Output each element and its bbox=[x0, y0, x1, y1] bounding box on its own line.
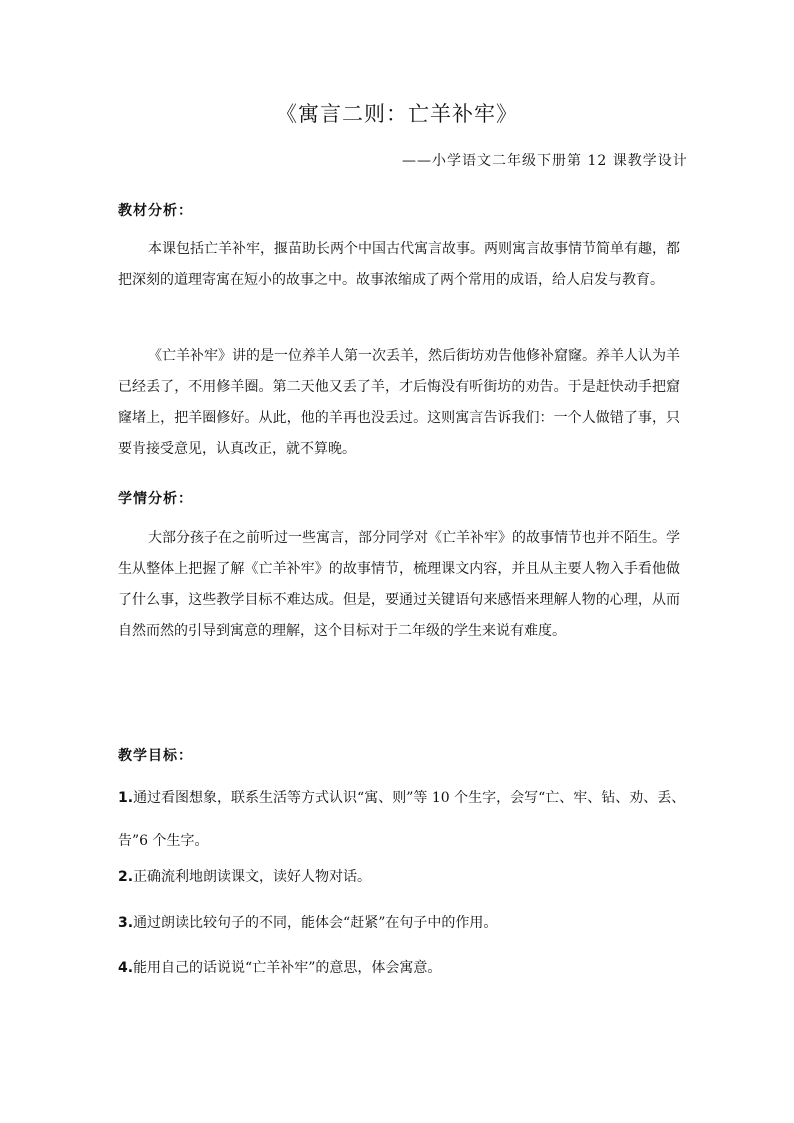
goal-text: 正确流利地朗读课文，读好人物对话。 bbox=[133, 869, 372, 885]
goal-number: 3. bbox=[118, 915, 134, 931]
goal-number: 4. bbox=[118, 960, 134, 976]
goal-number: 2. bbox=[118, 869, 134, 885]
goal-text: 能用自己的话说说“亡羊补牢”的意思，体会寓意。 bbox=[133, 960, 442, 976]
teaching-goals-heading: 教学目标： bbox=[118, 748, 193, 764]
teaching-goal-item bbox=[118, 856, 688, 899]
textbook-analysis-paragraph-2: 《亡羊补牢》讲的是一位养羊人第一次丢羊，然后街坊劝告他修补窟窿。养羊人认为羊已经丢了，不用修羊圈。第二天他又丢了羊，才后悔没有听街坊的劝告。于是赶快动手把窟窿堵上，把羊圈修好。从此，他的羊再也没丢过。这则寓言告诉我们：一个人做错了事，只要肯接受意见，认真改正，就不算晚。 bbox=[118, 348, 680, 457]
teaching-goal-item bbox=[118, 947, 688, 990]
goal-number: 1. bbox=[118, 790, 134, 806]
textbook-analysis-paragraph-1: 本课包括亡羊补牢，揠苗助长两个中国古代寓言故事。两则寓言故事情节简单有趣，都把深刻的道理寄寓在短小的故事之中。故事浓缩成了两个常用的成语，给人启发与教育。 bbox=[118, 241, 680, 288]
learner-analysis-paragraph: 大部分孩子在之前听过一些寓言，部分同学对《亡羊补牢》的故事情节也并不陌生。学生从整体上把握了解《亡羊补牢》的故事情节，梳理课文内容，并且从主要人物入手看他做了什么事，这些教学目标不难达成。但是，要通过关键语句来感悟来理解人物的心理，从而自然而然的引导到寓意的理解，这个目标对于二年级的学生来说有难度。 bbox=[118, 530, 680, 639]
learner-analysis-heading: 学情分析： bbox=[118, 491, 193, 507]
goal-text: 通过看图想象，联系生活等方式认识“寓、则”等 10 个生字，会写“亡、牢、钻、劝、丢、告”6 个生字。 bbox=[118, 790, 686, 849]
document-title: 《寓言二则：亡羊补牢》 bbox=[276, 102, 518, 126]
teaching-goal-item bbox=[118, 902, 688, 945]
document-subtitle: ——小学语文二年级下册第 12 课教学设计 bbox=[402, 153, 688, 169]
textbook-analysis-heading: 教材分析： bbox=[118, 203, 193, 219]
teaching-goal-item bbox=[118, 777, 688, 863]
goal-text: 通过朗读比较句子的不同，能体会“赶紧”在句子中的作用。 bbox=[133, 915, 498, 931]
